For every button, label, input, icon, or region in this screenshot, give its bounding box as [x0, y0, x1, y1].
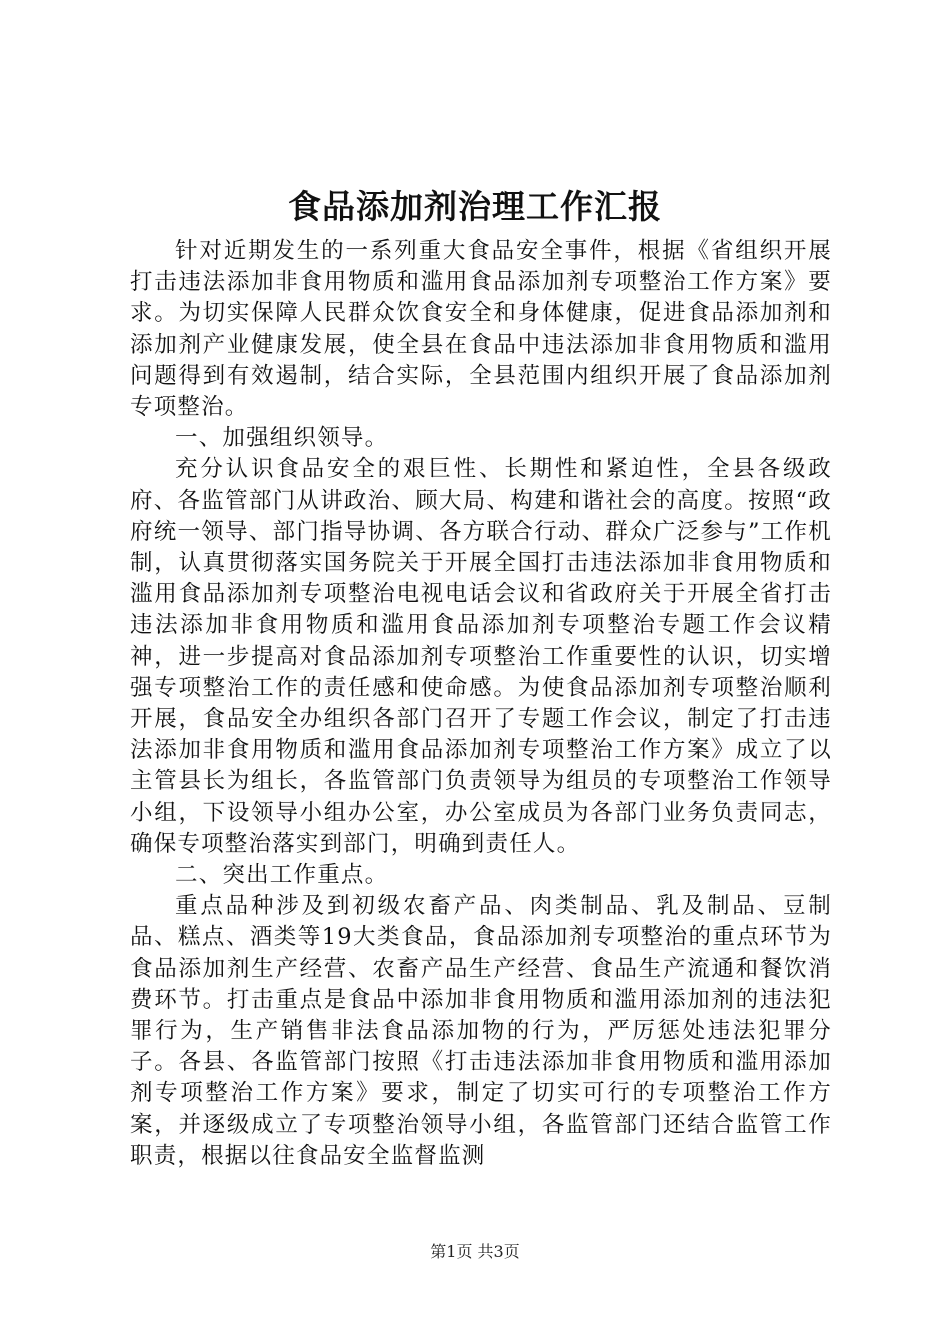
section-2-paragraph: 重点品种涉及到初级农畜产品、肉类制品、乳及制品、豆制品、糕点、酒类等19大类食品，食品添加剂专项整治的重点环节为食品添加剂生产经营、农畜产品生产经营、食品生产流通和餐饮消费环节。打击重点是食品中添加非食用物质和滥用添加剂的违法犯罪行为，生产销售非法食品添加物的行为，严厉惩处违法犯罪分子。各县、各监管部门按照《打击违法添加非食用物质和滥用添加剂专项整治工作方案》要求，制定了切实可行的专项整治工作方案，并逐级成立了专项整治领导小组，各监管部门还结合监管工作职责，根据以往食品安全监督监测 [130, 893, 832, 1169]
intro-paragraph: 针对近期发生的一系列重大食品安全事件，根据《省组织开展打击违法添加非食用物质和滥用食品添加剂专项整治工作方案》要求。为切实保障人民群众饮食安全和身体健康，促进食品添加剂和添加剂产业健康发展，使全县在食品中违法添加非食用物质和滥用问题得到有效遏制，结合实际，全县范围内组织开展了食品添加剂专项整治。 [130, 238, 832, 421]
section-1-paragraph: 充分认识食品安全的艰巨性、长期性和紧迫性，全县各级政府、各监管部门从讲政治、顾大局、构建和谐社会的高度。按照“政府统一领导、部门指导协调、各方联合行动、群众广泛参与”工作机制，认真贯彻落实国务院关于开展全国打击违法添加非食用物质和滥用食品添加剂专项整治电视电话会议和省政府关于开展全省打击违法添加非食用物质和滥用食品添加剂专项整治专题工作会议精神，进一步提高对食品添加剂专项整治工作重要性的认识，切实增强专项整治工作的责任感和使命感。为使食品添加剂专项整治顺利开展，食品安全办组织各部门召开了专题工作会议，制定了打击违法添加非食用物质和滥用食品添加剂专项整治工作方案》成立了以主管县长为组长，各监管部门负责领导为组员的专项整治工作领导小组，下设领导小组办公室，办公室成员为各部门业务负责同志，确保专项整治落实到部门，明确到责任人。 [130, 456, 832, 857]
page-title: 食品添加剂治理工作汇报 [288, 187, 662, 226]
section-heading-2: 二、突出工作重点。 [175, 862, 389, 889]
section-heading-1: 一、加强组织领导。 [175, 425, 389, 452]
page-footer: 第1页 共3页 [430, 1242, 520, 1261]
document-body [130, 236, 832, 1172]
